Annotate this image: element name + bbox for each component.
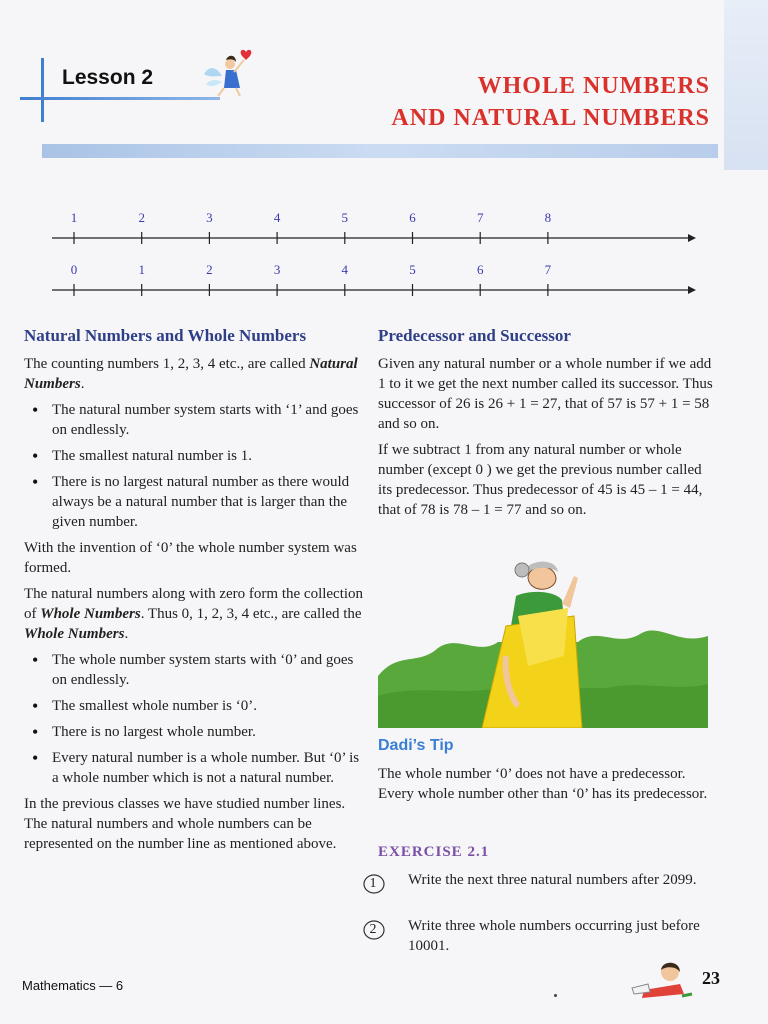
number-line-label: 5 (341, 210, 349, 225)
list-item: • There is no largest natural number as there would always be a natural number that is larger than the given number. (24, 472, 364, 532)
number-line-label: 4 (273, 210, 281, 225)
title-line-2: AND NATURAL NUMBERS (391, 105, 710, 131)
exercise-text: Write the next three natural numbers after 2099. (408, 872, 697, 888)
arrow-right-icon (688, 286, 696, 294)
number-line-closing-text: In the previous classes we have studied number lines. The natural numbers and whole numbers can be represented on the number line as mentioned above. (24, 796, 346, 852)
natural-intro (24, 354, 364, 394)
number-line-label: 0 (70, 262, 78, 277)
list-item: • The smallest natural number is 1. (24, 446, 364, 466)
number-line-label: 3 (206, 210, 213, 225)
list-item: • Every natural number is a whole number. But ‘0’ is a whole number which is not a natural number. (24, 748, 364, 788)
exercise-item-1 (360, 870, 700, 890)
whole-bullet-list (24, 650, 364, 788)
natural-intro-end: . (80, 376, 85, 392)
dadi-tip-text: The whole number ‘0’ does not have a predecessor. Every whole number other than ‘0’ has its predecessor. (378, 766, 708, 802)
natural-intro-text: The counting numbers 1, 2, 3, 4 etc., are called (24, 356, 310, 372)
list-item: • There is no largest whole number. (24, 722, 364, 742)
predecessor-successor-heading: Predecessor and Successor (378, 326, 571, 345)
arrow-right-icon (688, 234, 696, 242)
header-horizontal-rule (20, 97, 220, 100)
page-edge-strip (724, 0, 768, 170)
number-line-label: 3 (273, 262, 281, 277)
exercise-text: Write three whole numbers occurring just before 10001. (408, 918, 700, 954)
number-line-label: 4 (341, 262, 349, 277)
page-number: 23 (702, 968, 720, 988)
whole-def-mid: . Thus 0, 1, 2, 3, 4 etc., are called the (140, 606, 362, 622)
whole-numbers-term-2: Whole Numbers (24, 626, 125, 642)
title-underline-bar (42, 144, 718, 158)
exercise-item-2 (360, 916, 700, 956)
predecessor-paragraph: If we subtract 1 from any natural number or whole number (except 0 ) we get the previous number called its predecessor. Thus predecessor of 45 is 45 – 1 = 44, that of 78 is 78 – 1 = 77 and so on. (378, 442, 703, 518)
number-line-label: 6 (476, 262, 484, 277)
list-item: • The natural number system starts with ‘1’ and goes on endlessly. (24, 400, 364, 440)
number-line-label: 8 (544, 210, 552, 225)
zero-invention-text: With the invention of ‘0’ the whole number system was formed. (24, 540, 357, 576)
dadi-illustration (378, 556, 708, 728)
successor-paragraph: Given any natural number or a whole number if we add 1 to it we get the next number called its successor. Thus successor of 26 is 26 + 1 = 27, that of 57 is 57 + 1 = 58 and so on. (378, 356, 713, 432)
reading-child-icon (630, 958, 694, 1002)
whole-def-text: The natural numbers along with zero form the collection of (24, 586, 364, 622)
lesson-title (391, 70, 710, 134)
number-line-label: 1 (70, 210, 78, 225)
number-line-label: 7 (544, 262, 552, 277)
exercise-heading: EXERCISE 2.1 (378, 844, 490, 860)
number-line-label: 1 (138, 262, 145, 277)
header-vertical-rule (41, 58, 44, 122)
whole-numbers-term: Whole Numbers (40, 606, 141, 622)
number-line-label: 7 (476, 210, 484, 225)
fairy-illustration (196, 46, 256, 100)
list-item: • The whole number system starts with ‘0’ and goes on endlessly. (24, 650, 364, 690)
natural-numbers-term: Natural Numbers (24, 356, 358, 392)
exercise-number: 1 (369, 876, 377, 891)
whole-numbers-definition (24, 584, 364, 644)
whole-number-line (52, 258, 700, 298)
natural-bullet-list (24, 400, 364, 532)
number-line-label: 2 (138, 210, 145, 225)
dadi-tip-heading: Dadi’s Tip (378, 737, 454, 754)
right-column (378, 326, 718, 526)
list-item: • The smallest whole number is ‘0’. (24, 696, 364, 716)
whole-def-end: . (124, 626, 129, 642)
footer-subject: Mathematics — 6 (22, 978, 124, 993)
left-column (24, 326, 364, 860)
number-line-label: 6 (409, 210, 416, 225)
title-line-1: WHOLE NUMBERS (477, 73, 710, 99)
footer-dot (554, 994, 557, 997)
number-line-label: 5 (409, 262, 416, 277)
number-line-label: 2 (206, 262, 213, 277)
natural-whole-heading: Natural Numbers and Whole Numbers (24, 326, 307, 345)
natural-number-line (52, 206, 700, 246)
exercise-number: 2 (369, 922, 377, 937)
lesson-label: Lesson 2 (62, 66, 154, 89)
